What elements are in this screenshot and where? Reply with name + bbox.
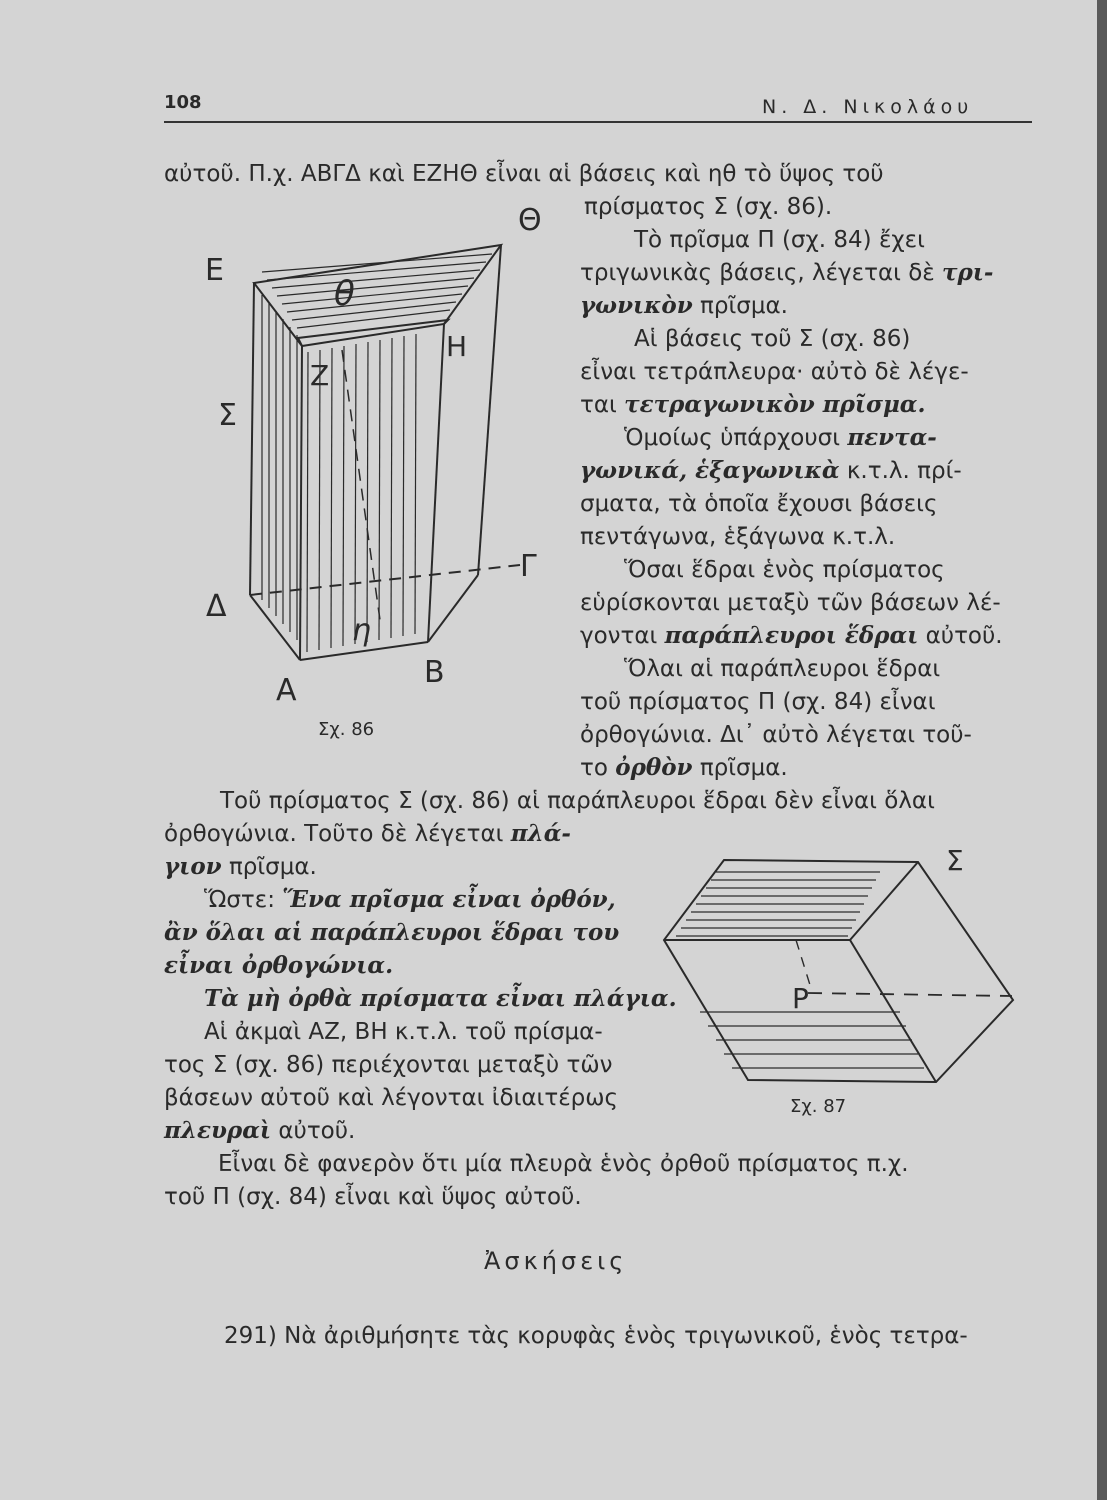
text-line: ται τετραγωνικὸν πρῖσμα. xyxy=(580,391,926,418)
label-Z: Ζ xyxy=(310,359,330,392)
text-line: γωνικά, ἑξαγωνικὰ κ.τ.λ. πρί- xyxy=(580,457,962,484)
label-Sigma: Σ xyxy=(218,398,237,433)
text-line: Τὸ πρῖσμα Π (σχ. 84) ἔχει xyxy=(634,227,925,253)
label-Gamma: Γ xyxy=(520,549,537,584)
exercise-text: 291) Νὰ ἀριθμήσητε τὰς κορυφὰς ἑνὸς τριγωνικοῦ, ἑνὸς τετρα- xyxy=(224,1323,968,1349)
text-line: Αἱ βάσεις τοῦ Σ (σχ. 86) xyxy=(634,326,911,352)
text-line: πρίσματος Σ (σχ. 86). xyxy=(584,194,833,220)
text-line: βάσεων αὐτοῦ καὶ λέγονται ἰδιαιτέρως xyxy=(164,1085,618,1111)
figure-87-caption: Σχ. 87 xyxy=(790,1096,847,1117)
label-Delta: Δ xyxy=(206,589,227,624)
text-line: γιον πρῖσμα. xyxy=(164,853,317,880)
label-H: Η xyxy=(446,330,468,363)
text-line: πλευραὶ αὐτοῦ. xyxy=(164,1117,356,1144)
text-line: ὀρθογώνια. Τοῦτο δὲ λέγεται πλά- xyxy=(164,820,571,847)
text-line: εἶναι τετράπλευρα· αὐτὸ δὲ λέγε- xyxy=(580,359,969,385)
text-line: Ὅλαι αἱ παράπλευροι ἕδραι xyxy=(624,656,941,682)
text-line: ἂν ὅλαι αἱ παράπλευροι ἕδραι του xyxy=(164,919,620,946)
text-line: τος Σ (σχ. 86) περιέχονται μεταξὺ τῶν xyxy=(164,1052,613,1078)
label-B: Β xyxy=(424,655,445,690)
text-line: ὀρθογώνια. Δι᾽ αὐτὸ λέγεται τοῦ- xyxy=(580,722,972,748)
text-line: αὐτοῦ. Π.χ. ΑΒΓΔ καὶ ΕΖΗΘ εἶναι αἱ βάσεις καὶ ηθ τὸ ὕψος τοῦ xyxy=(164,161,884,187)
text-line: τοῦ Π (σχ. 84) εἶναι καὶ ὕψος αὐτοῦ. xyxy=(164,1184,582,1210)
label-A: Α xyxy=(276,673,297,708)
text-line: πεντάγωνα, ἑξάγωνα κ.τ.λ. xyxy=(580,524,896,550)
label-P: Ρ xyxy=(792,982,809,1015)
section-heading: Ἀσκήσεις xyxy=(484,1247,628,1275)
text-line: Ὥστε: Ἕνα πρῖσμα εἶναι ὀρθόν, xyxy=(204,886,616,913)
text-line: Τοῦ πρίσματος Σ (σχ. 86) αἱ παράπλευροι ἕδραι δὲν εἶναι ὅλαι xyxy=(220,788,935,814)
text-line: Ὁμοίως ὑπάρχουσι πεντα- xyxy=(624,424,937,451)
text-line: τριγωνικὰς βάσεις, λέγεται δὲ τρι- xyxy=(580,259,994,286)
label-Theta: Θ xyxy=(518,203,542,238)
text-line: σματα, τὰ ὁποῖα ἔχουσι βάσεις xyxy=(580,491,938,517)
text-line: το ὀρθὸν πρῖσμα. xyxy=(580,754,788,781)
text-line: τοῦ πρίσματος Π (σχ. 84) εἶναι xyxy=(580,689,936,715)
figure-86-caption: Σχ. 86 xyxy=(318,719,375,740)
label-theta: θ xyxy=(334,274,355,314)
text-line: εὑρίσκονται μεταξὺ τῶν βάσεων λέ- xyxy=(580,590,1001,616)
text-line: γωνικὸν πρῖσμα. xyxy=(580,292,788,319)
text-line: Εἶναι δὲ φανερὸν ὅτι μία πλευρὰ ἑνὸς ὀρθοῦ πρίσματος π.χ. xyxy=(218,1151,909,1177)
running-head: Ν. Δ. Νικολάου xyxy=(762,96,974,118)
text-line: Ὅσαι ἕδραι ἑνὸς πρίσματος xyxy=(624,557,945,583)
page-number: 108 xyxy=(164,92,202,113)
text-line: εἶναι ὀρθογώνια. xyxy=(164,952,394,979)
text-line: Αἱ ἀκμαὶ ΑΖ, ΒΗ κ.τ.λ. τοῦ πρίσμα- xyxy=(204,1019,603,1045)
label-E: Ε xyxy=(205,253,224,288)
text-line: γονται παράπλευροι ἕδραι αὐτοῦ. xyxy=(580,622,1003,649)
label-Sigma: Σ xyxy=(946,844,964,877)
text-line: Τὰ μὴ ὀρθὰ πρίσματα εἶναι πλάγια. xyxy=(204,985,677,1012)
label-eta: η xyxy=(352,613,372,648)
